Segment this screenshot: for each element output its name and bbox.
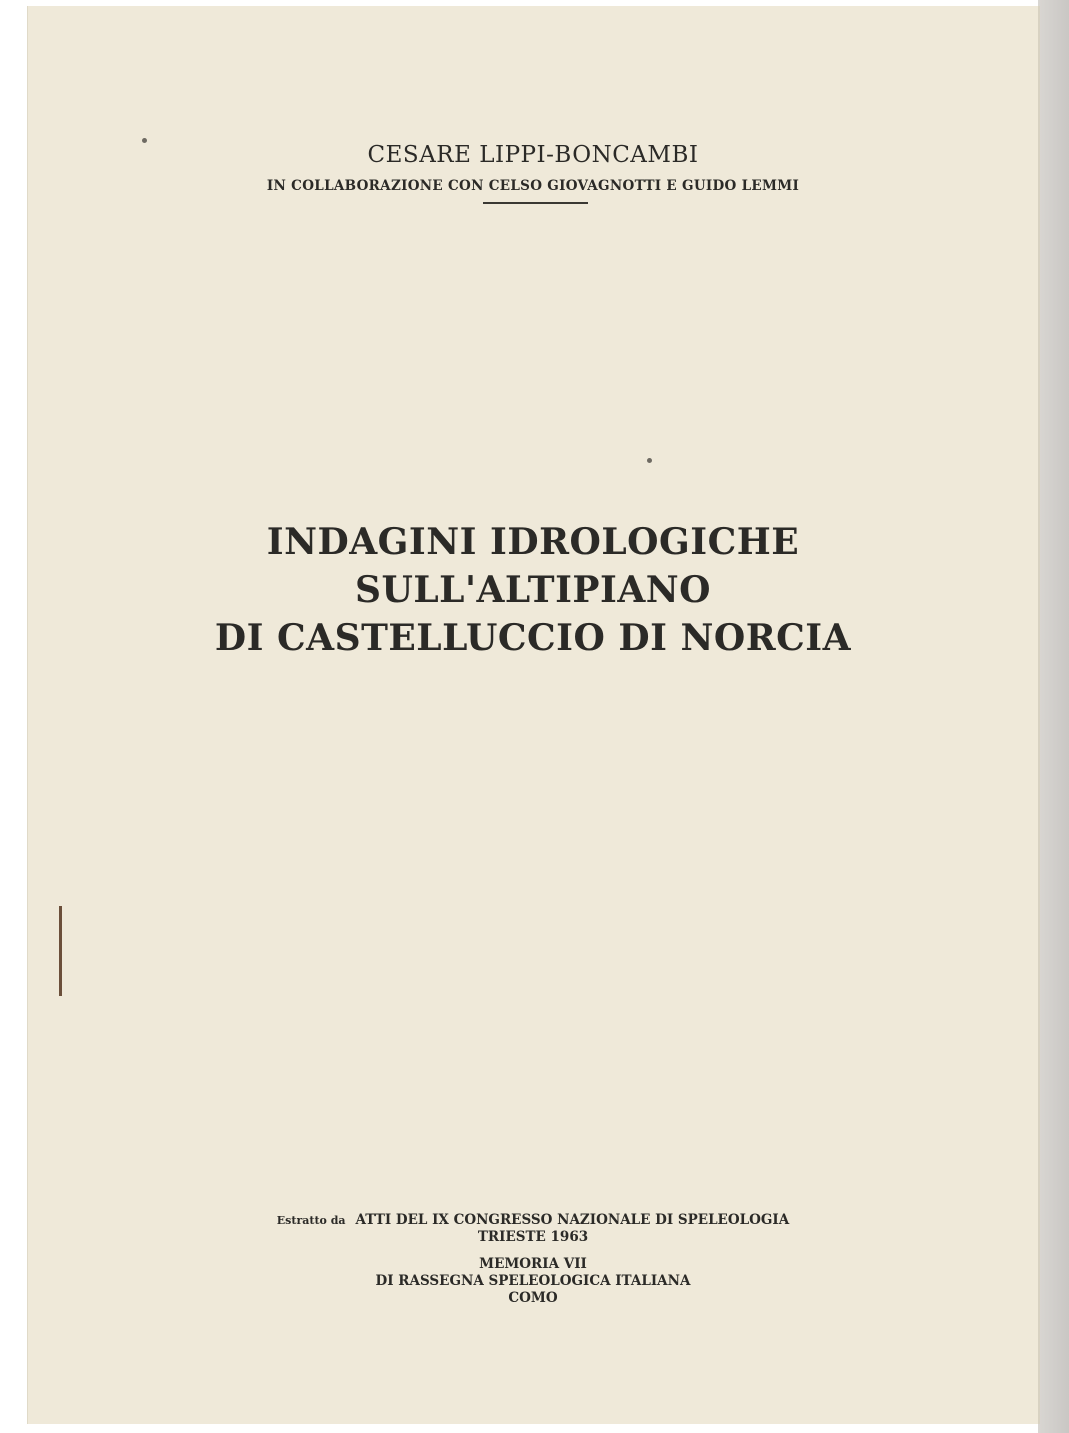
paper-speck <box>647 458 652 463</box>
extract-line <box>28 1212 1038 1229</box>
title-line-3: DI CASTELLUCCIO DI NORCIA <box>214 617 852 659</box>
author-name: CESARE LIPPI-BONCAMBI <box>367 142 699 168</box>
scan-background-edge <box>1038 0 1069 1433</box>
extract-source: ATTI DEL IX CONGRESSO NAZIONALE DI SPELEOLOGIA <box>355 1212 790 1228</box>
staple-mark <box>59 906 62 996</box>
publication-info <box>28 1212 1038 1307</box>
title-line-2: SULL'ALTIPIANO <box>354 569 712 611</box>
title-line-1: INDAGINI IDROLOGICHE <box>266 521 800 563</box>
memoria-number: MEMORIA VII <box>479 1256 587 1272</box>
place-year: TRIESTE 1963 <box>477 1229 589 1245</box>
document-title <box>28 518 1038 662</box>
publication-city: COMO <box>508 1290 558 1306</box>
collaborators-line: IN COLLABORAZIONE CON CELSO GIOVAGNOTTI E GUIDO LEMMI <box>266 178 800 194</box>
extract-prefix: Estratto da <box>276 1214 346 1227</box>
divider-rule <box>483 202 588 204</box>
booklet-cover <box>28 6 1038 1424</box>
rassegna-line: DI RASSEGNA SPELEOLOGICA ITALIANA <box>375 1273 691 1289</box>
